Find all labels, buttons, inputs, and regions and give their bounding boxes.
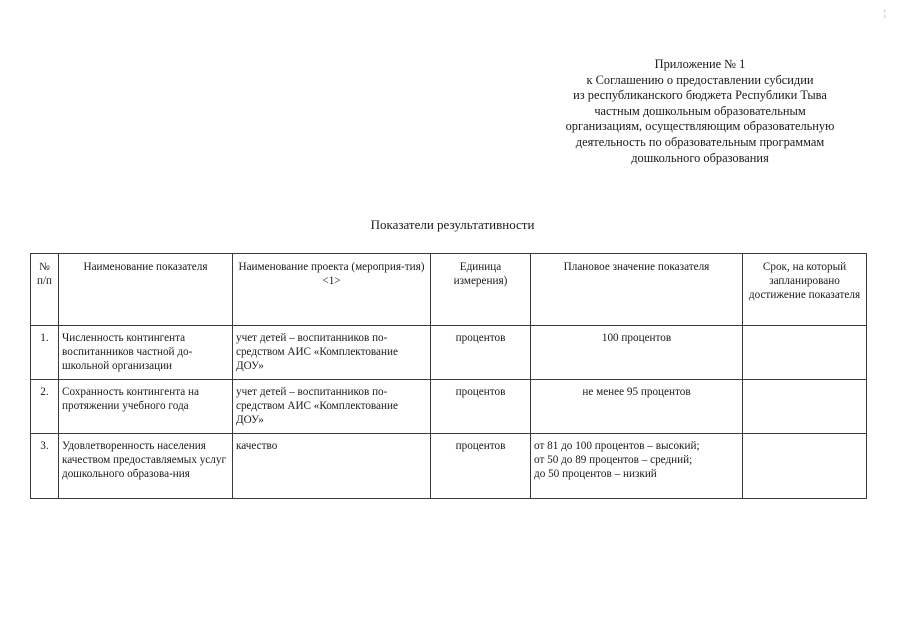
header-unit: Единица измерения) xyxy=(431,254,531,326)
cell-number: 3. xyxy=(31,434,59,499)
appendix-line: к Соглашению о предоставлении субсидии xyxy=(586,72,814,87)
header-plan: Плановое значение показателя xyxy=(531,254,743,326)
appendix-line: частным дошкольным образовательным xyxy=(594,103,806,118)
table-row xyxy=(31,326,867,380)
cell-number: 2. xyxy=(31,380,59,434)
header-number: № п/п xyxy=(31,254,59,326)
appendix-line: дошкольного образования xyxy=(631,150,769,165)
cell-term xyxy=(743,434,867,499)
cell-plan xyxy=(531,380,743,434)
cell-indicator: Сохранность контингента на протяжении учебного года xyxy=(59,380,233,434)
cell-project: учет детей – воспитанников по-средством АИС «Комплектование ДОУ» xyxy=(233,380,431,434)
cell-term xyxy=(743,326,867,380)
appendix-line: деятельность по образовательным программам xyxy=(575,134,825,149)
cell-number: 1. xyxy=(31,326,59,380)
cell-indicator: Численность контингента воспитанников частной до-школьной организации xyxy=(59,326,233,380)
cell-unit: процентов xyxy=(431,380,531,434)
cell-unit: процентов xyxy=(431,326,531,380)
cell-plan xyxy=(531,434,743,499)
appendix-line: Приложение № 1 xyxy=(654,57,746,71)
header-project: Наименование проекта (мероприя-тия) <1> xyxy=(233,254,431,326)
plan-line: от 81 до 100 процентов – высокий; xyxy=(534,440,700,452)
cell-project: учет детей – воспитанников по-средством АИС «Комплектование ДОУ» xyxy=(233,326,431,380)
corner-mark: ¦ xyxy=(884,8,886,18)
plan-line: не менее 95 процентов xyxy=(582,386,691,398)
cell-plan xyxy=(531,326,743,380)
appendix-line: организациям, осуществляющим образовательную xyxy=(565,119,835,134)
cell-term xyxy=(743,380,867,434)
appendix-header xyxy=(530,57,870,166)
header-indicator: Наименование показателя xyxy=(59,254,233,326)
cell-project: качество xyxy=(233,434,431,499)
appendix-line: из республиканского бюджета Республики Тыва xyxy=(573,88,827,103)
header-term: Срок, на который запланировано достижение показателя xyxy=(743,254,867,326)
plan-line: до 50 процентов – низкий xyxy=(534,468,657,480)
document-title: Показатели результативности xyxy=(370,217,535,232)
table-header-row xyxy=(31,254,867,326)
cell-unit: процентов xyxy=(431,434,531,499)
table-row xyxy=(31,434,867,499)
table-row xyxy=(31,380,867,434)
indicators-table xyxy=(30,253,867,499)
plan-line: 100 процентов xyxy=(601,332,672,344)
cell-indicator: Удовлетворенность населения качеством предоставляемых услуг дошкольного образова-ния xyxy=(59,434,233,499)
plan-line: от 50 до 89 процентов – средний; xyxy=(534,454,693,466)
